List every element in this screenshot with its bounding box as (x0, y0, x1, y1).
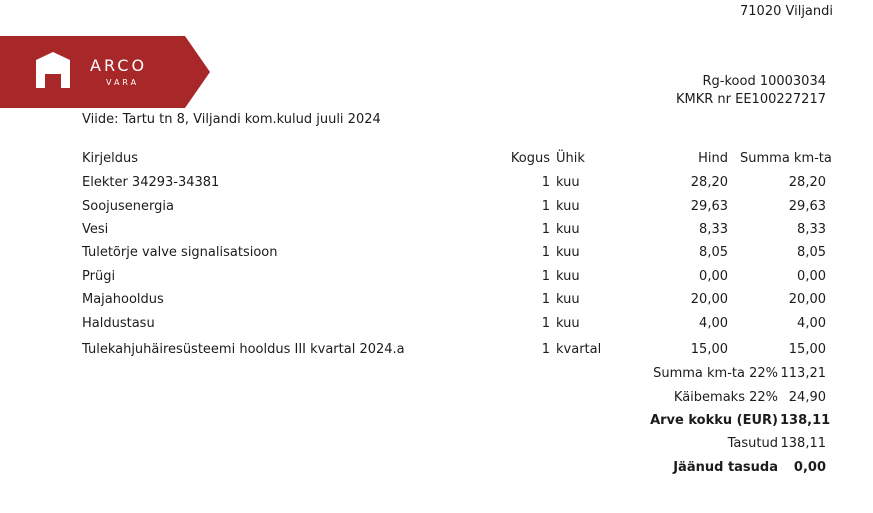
table-row (0, 316, 873, 338)
reference-line: Viide: Tartu tn 8, Viljandi kom.kulud juuli 2024 (82, 112, 381, 127)
row-qty: 1 (541, 342, 550, 357)
paid-label: Tasutud (727, 436, 778, 451)
row-unit: kuu (556, 316, 580, 331)
arco-vara-logo (0, 36, 210, 108)
due-value: 0,00 (793, 460, 826, 475)
row-price: 20,00 (690, 292, 728, 307)
row-unit: kuu (556, 199, 580, 214)
row-desc: Elekter 34293-34381 (82, 175, 220, 190)
row-desc: Soojusenergia (82, 199, 174, 214)
row-desc: Haldustasu (82, 316, 155, 331)
row-desc: Tulekahjuhäiresüsteemi hooldus III kvartal 2024.a (82, 342, 405, 357)
subtotal-row (0, 366, 873, 388)
row-price: 0,00 (699, 269, 728, 284)
row-unit: kuu (556, 222, 580, 237)
logo-sub: VARA (106, 78, 140, 87)
row-sum: 8,05 (797, 245, 826, 260)
col-qty: Kogus (510, 151, 550, 166)
row-qty: 1 (541, 245, 550, 260)
vat-number: KMKR nr EE100227217 (675, 92, 826, 107)
row-price: 15,00 (690, 342, 728, 357)
row-qty: 1 (541, 292, 550, 307)
table-row (0, 245, 873, 267)
row-price: 4,00 (699, 316, 728, 331)
due-label: Jäänud tasuda (673, 460, 778, 475)
house-icon (36, 52, 70, 88)
col-unit: Ühik (556, 151, 585, 166)
subtotal-value: 113,21 (780, 366, 826, 381)
due-row (0, 460, 873, 482)
vat-value: 24,90 (788, 390, 826, 405)
table-row (0, 292, 873, 314)
vat-label: Käibemaks 22% (673, 390, 778, 405)
row-qty: 1 (541, 316, 550, 331)
logo-brand: ARCO (90, 56, 148, 75)
table-row (0, 269, 873, 291)
reg-code: Rg-kood 10003034 (702, 74, 826, 89)
row-unit: kuu (556, 292, 580, 307)
col-sum: Summa km-ta (740, 151, 832, 166)
table-row (0, 342, 873, 364)
row-qty: 1 (541, 222, 550, 237)
row-price: 8,05 (699, 245, 728, 260)
table-row (0, 199, 873, 221)
row-unit: kuu (556, 269, 580, 284)
total-label: Arve kokku (EUR) (650, 413, 778, 428)
row-price: 8,33 (699, 222, 728, 237)
paid-value: 138,11 (780, 436, 826, 451)
subtotal-label: Summa km-ta 22% (653, 366, 778, 381)
row-qty: 1 (541, 175, 550, 190)
row-qty: 1 (541, 269, 550, 284)
table-row (0, 175, 873, 197)
row-sum: 8,33 (797, 222, 826, 237)
row-price: 29,63 (690, 199, 728, 214)
row-desc: Majahooldus (82, 292, 164, 307)
row-qty: 1 (541, 199, 550, 214)
col-price: Hind (698, 151, 728, 166)
row-sum: 20,00 (788, 292, 826, 307)
total-value: 138,11 (780, 413, 831, 428)
table-header (0, 151, 873, 173)
row-unit: kuu (556, 245, 580, 260)
row-unit: kvartal (556, 342, 602, 357)
row-price: 28,20 (690, 175, 728, 190)
row-desc: Tuletõrje valve signalisatsioon (82, 245, 278, 260)
row-sum: 15,00 (788, 342, 826, 357)
vat-row (0, 390, 873, 412)
table-row (0, 222, 873, 244)
row-sum: 0,00 (797, 269, 826, 284)
row-sum: 4,00 (797, 316, 826, 331)
row-sum: 28,20 (788, 175, 826, 190)
address-line: 71020 Viljandi (740, 4, 833, 19)
paid-row (0, 436, 873, 458)
total-row (0, 413, 873, 435)
row-sum: 29,63 (788, 199, 826, 214)
col-desc: Kirjeldus (82, 151, 138, 166)
row-unit: kuu (556, 175, 580, 190)
row-desc: Vesi (82, 222, 109, 237)
row-desc: Prügi (82, 269, 116, 284)
